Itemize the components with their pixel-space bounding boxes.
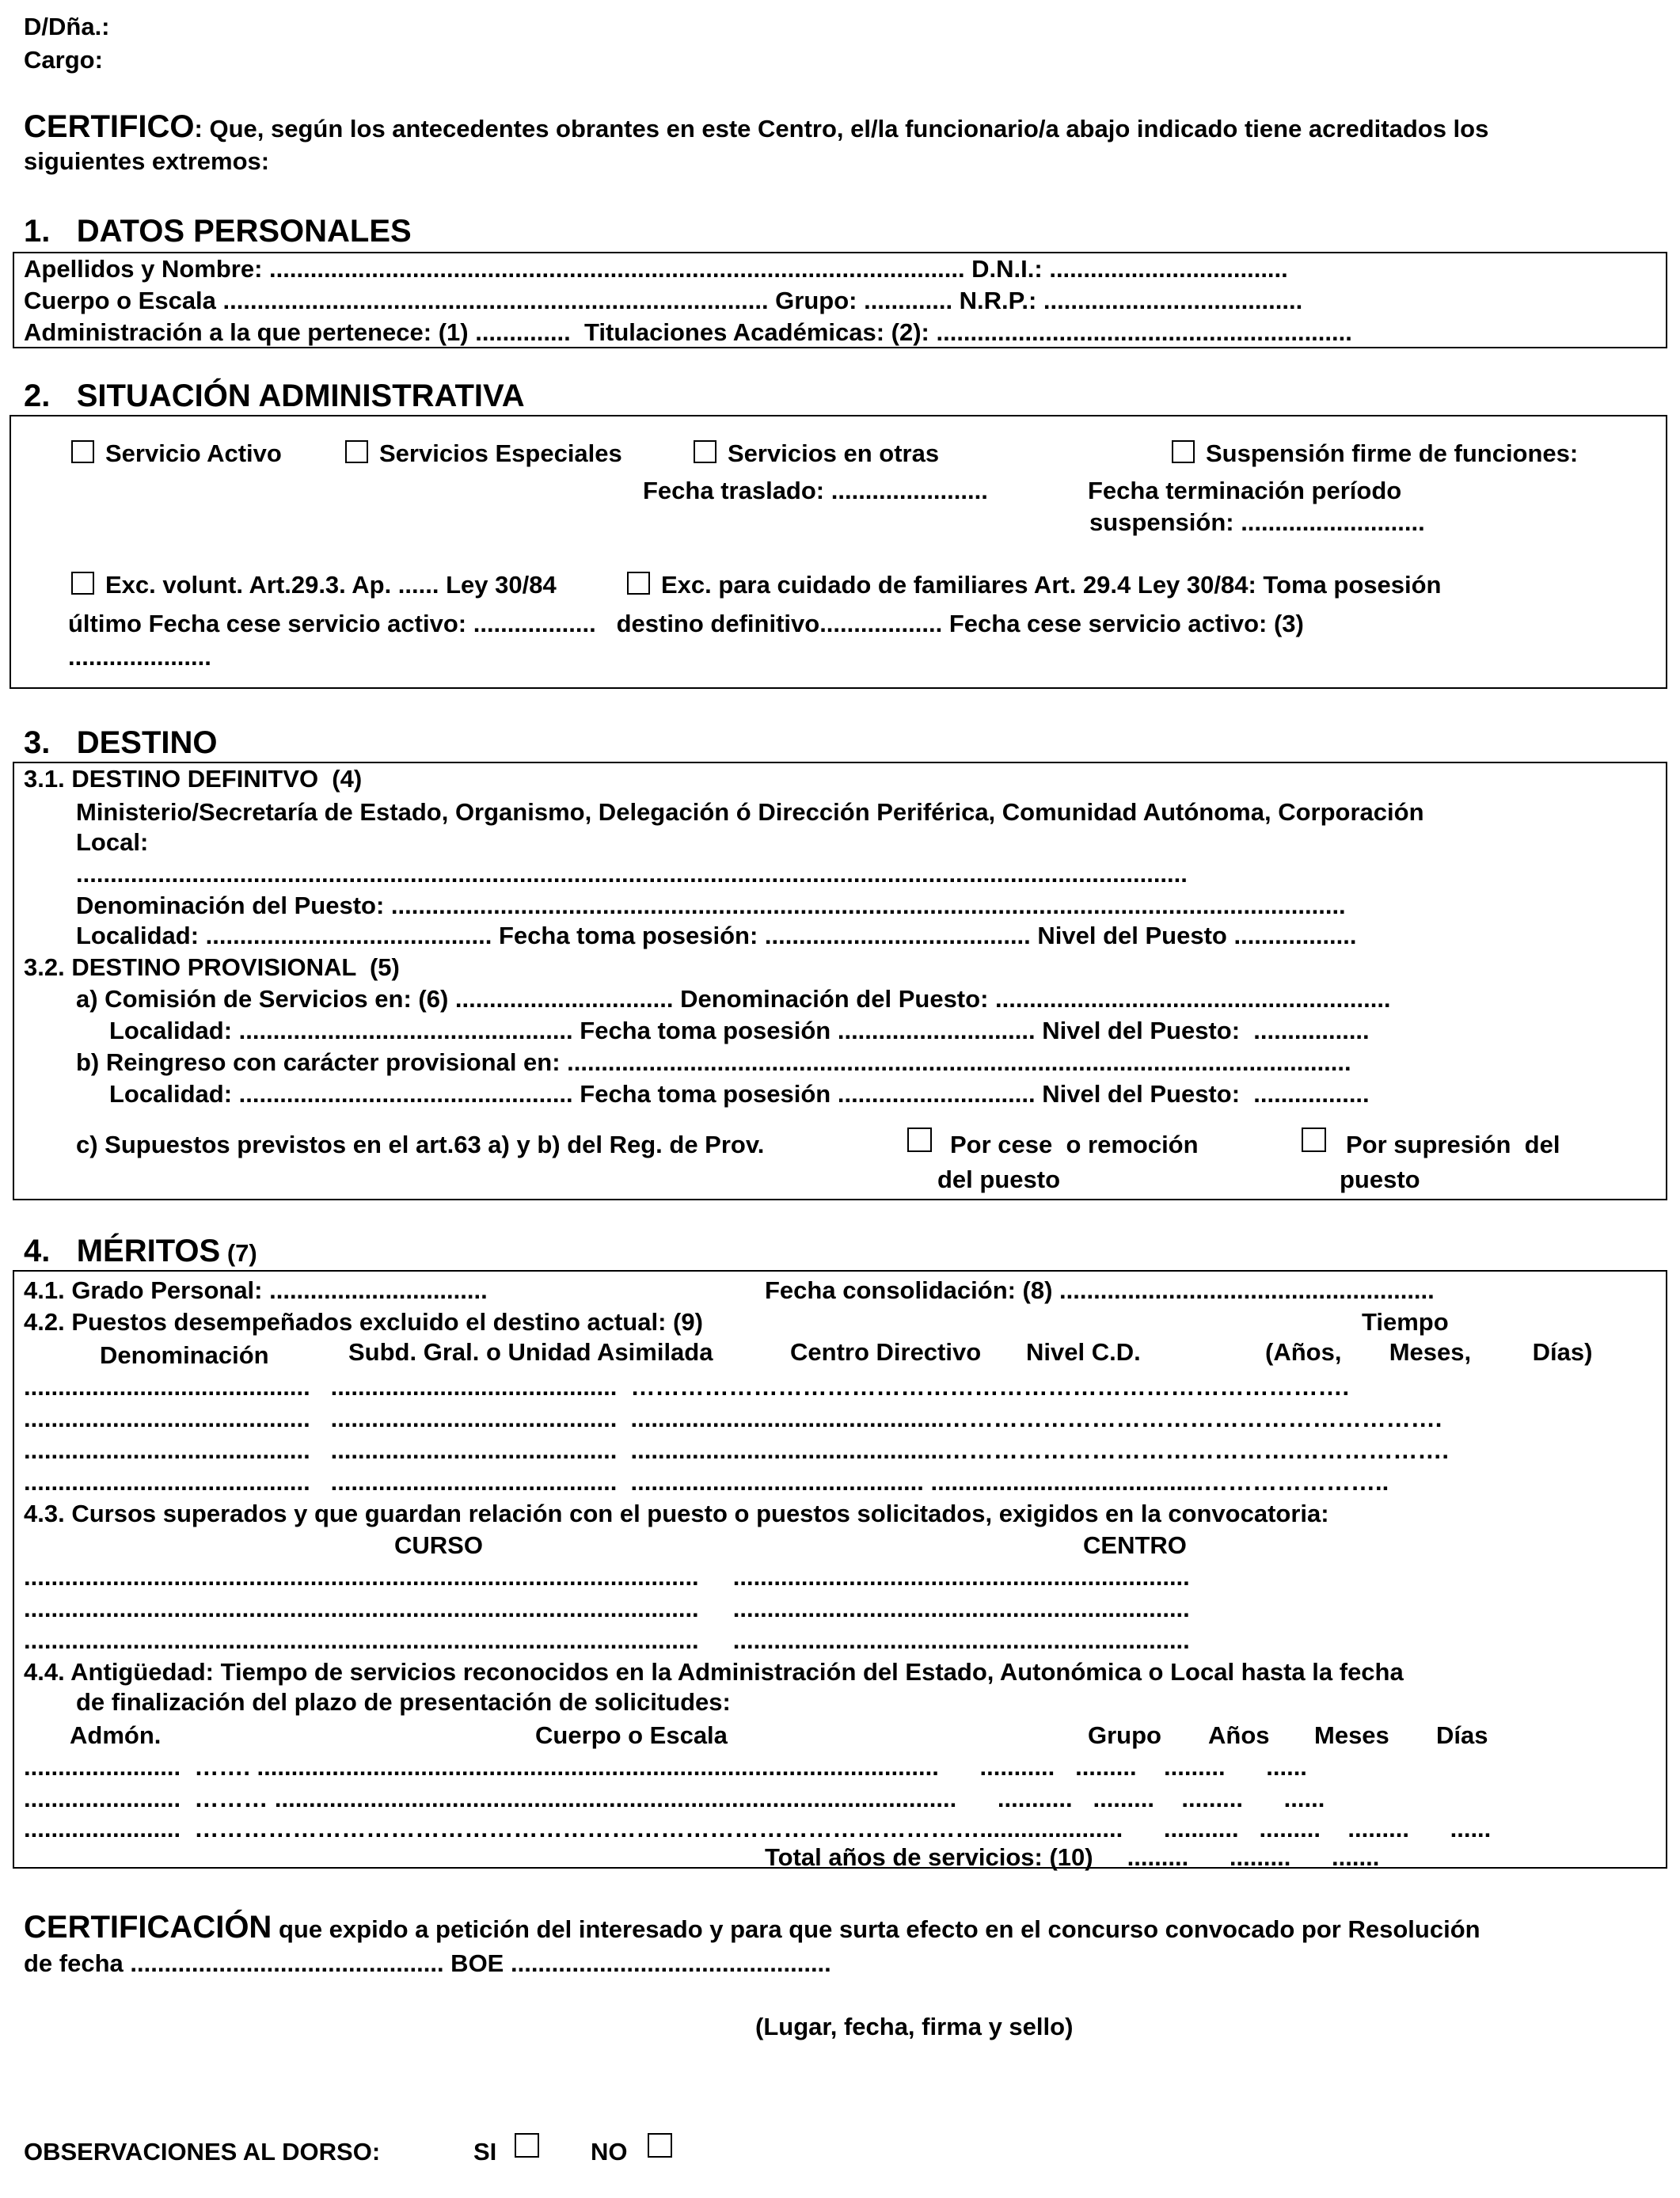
suspension-fecha: suspensión: ...........................	[1089, 508, 1425, 536]
section4-note: (7)	[226, 1239, 257, 1267]
ministerio-dots: ...................................................................................................................................................................	[76, 860, 1188, 888]
checkbox[interactable]	[694, 440, 716, 463]
col-cuerpo: Cuerpo o Escala	[535, 1721, 728, 1749]
no-label: NO	[591, 2138, 628, 2166]
si-label: SI	[473, 2138, 497, 2166]
table-row: .......................................... .......................................... ........................................... ........................................…………………..	[24, 1468, 1389, 1496]
destino-definitivo-heading: 3.1. DESTINO DEFINITVO (4)	[24, 765, 363, 793]
table-row: ................................................................................................... ...................................................................	[24, 1595, 1190, 1622]
datos-line2: Cuerpo o Escala ................................................................................ Grupo: ............. N.R.P.: ......................................	[24, 287, 1303, 314]
datos-line3: Administración a la que pertenece: (1) .............. Titulaciones Académicas: (2): .............................................................	[24, 318, 1352, 346]
cese-remocion-label2: del puesto	[937, 1166, 1061, 1193]
col-denominacion: Denominación	[100, 1341, 269, 1369]
checkbox-no[interactable]	[648, 2133, 672, 2158]
table-row: .......................................... .......................................... ..............................................…………………………………………………….	[24, 1405, 1442, 1432]
antiguedad-subheading: de finalización del plazo de presentación de solicitudes:	[76, 1688, 731, 1716]
checkbox-supresion[interactable]	[1302, 1128, 1326, 1152]
opt-servicio-activo[interactable]: Servicio Activo	[71, 440, 282, 466]
puestos-heading: 4.2. Puestos desempeñados excluido el destino actual: (9)	[24, 1308, 703, 1336]
reingreso: b) Reingreso con carácter provisional en: ...................................................................................................................	[76, 1048, 1351, 1076]
checkbox[interactable]	[345, 440, 368, 463]
table-row: ................................................................................................... ...................................................................	[24, 1563, 1190, 1591]
checkbox-si[interactable]	[515, 2133, 539, 2158]
comision-localidad: Localidad: ................................................. Fecha toma posesión ............................. Nivel del Puesto: .................	[109, 1017, 1370, 1044]
curso-label: CURSO	[394, 1531, 483, 1559]
checkbox[interactable]	[627, 572, 650, 595]
fecha-traslado: Fecha traslado: .......................	[643, 477, 988, 504]
reingreso-localidad: Localidad: ................................................. Fecha toma posesión ............................. Nivel del Puesto: .................	[109, 1080, 1370, 1108]
col-admon: Admón.	[70, 1721, 162, 1749]
centro-label: CENTRO	[1083, 1531, 1187, 1559]
supresion-label2: puesto	[1340, 1166, 1420, 1193]
opt-exc-familiares[interactable]: Exc. para cuidado de familiares Art. 29.4 Ley 30/84: Toma posesión	[627, 572, 1442, 597]
certificacion-line2: de fecha .............................................. BOE ...............................................	[24, 1949, 831, 1977]
exc-line3: .....................	[68, 643, 211, 671]
observaciones-label: OBSERVACIONES AL DORSO:	[24, 2138, 381, 2166]
tiempo-label: Tiempo	[1362, 1308, 1449, 1336]
certifico-lead: CERTIFICO	[24, 109, 195, 144]
fecha-terminacion: Fecha terminación período	[1088, 477, 1402, 504]
comision-servicios: a) Comisión de Servicios en: (6) ................................ Denominación del Puesto: ..........................................................	[76, 985, 1391, 1013]
supresion-label1: Por supresión del	[1346, 1131, 1560, 1158]
dona-label: D/Dña.:	[24, 13, 110, 40]
ministerio-line1: Ministerio/Secretaría de Estado, Organismo, Delegación ó Dirección Periférica, Comunidad Autónoma, Corporación	[76, 798, 1424, 826]
certifico-line2: siguientes extremos:	[24, 147, 270, 175]
checkbox-cese-remocion[interactable]	[907, 1128, 932, 1152]
grado-personal: 4.1. Grado Personal: ................................	[24, 1276, 488, 1304]
table-row: .......................................... .......................................... …………………………………………………………………………….	[24, 1373, 1350, 1401]
col-tiempo: (Años, Meses, Días)	[1265, 1338, 1593, 1366]
section4-title: 4. MÉRITOS	[24, 1234, 221, 1268]
checkbox[interactable]	[1172, 440, 1195, 463]
col-anos: Años	[1208, 1721, 1270, 1749]
table-row: ....................... ……………………………………………………………………………………..................... ........... ......... ......... ......	[24, 1815, 1492, 1842]
checkbox[interactable]	[71, 572, 94, 595]
supuestos-line: c) Supuestos previstos en el art.63 a) y b) del Reg. de Prov.	[76, 1131, 765, 1158]
antiguedad-heading: 4.4. Antigüedad: Tiempo de servicios reconocidos en la Administración del Estado, Autonómica o Local hasta la fecha	[24, 1658, 1404, 1686]
certifico-text: : Que, según los antecedentes obrantes en este Centro, el/la funcionario/a abajo indicado tiene acreditados los	[194, 115, 1489, 143]
opt-exc-voluntaria[interactable]: Exc. volunt. Art.29.3. Ap. ...... Ley 30/84	[71, 572, 557, 597]
opt-suspension[interactable]: Suspensión firme de funciones:	[1172, 440, 1578, 466]
table-row: ....................... ……. .................................................................................................... ........... ......... ......... ......	[24, 1753, 1307, 1781]
col-centro-directivo: Centro Directivo	[790, 1338, 982, 1366]
localidad-line: Localidad: .......................................... Fecha toma posesión: ....................................... Nivel del Puesto ..................	[76, 922, 1357, 949]
lugar-fecha-firma: (Lugar, fecha, firma y sello)	[755, 2013, 1074, 2040]
table-row: .......................................... .......................................... ..............................................…………………………………….……………….	[24, 1436, 1449, 1464]
section2-title: 2. SITUACIÓN ADMINISTRATIVA	[24, 378, 525, 413]
table-row: ....................... ……… .................................................................................................... ........... ......... ......... ......	[24, 1785, 1325, 1812]
denominacion-puesto: Denominación del Puesto: ............................................................................................................................................	[76, 892, 1346, 919]
checkbox[interactable]	[71, 440, 94, 463]
section4-title-wrap	[24, 1235, 257, 1267]
opt-servicios-otras[interactable]: Servicios en otras	[694, 440, 939, 466]
table-row: ................................................................................................... ...................................................................	[24, 1626, 1190, 1654]
col-subdireccion: Subd. Gral. o Unidad Asimilada	[348, 1338, 713, 1366]
exc-line2: último Fecha cese servicio activo: .................. destino definitivo.................. Fecha cese servicio activo: (3)	[68, 610, 1304, 637]
col-meses: Meses	[1314, 1721, 1389, 1749]
fecha-consolidacion: Fecha consolidación: (8) .......................................................	[765, 1276, 1435, 1304]
datos-line1: Apellidos y Nombre: ...................................................................................................... D.N.I.: ...................................	[24, 255, 1288, 283]
cursos-heading: 4.3. Cursos superados y que guardan relación con el puesto o puestos solicitados, exigidos en la convocatoria:	[24, 1500, 1329, 1527]
ministerio-line2: Local:	[76, 828, 149, 856]
section3-title: 3. DESTINO	[24, 725, 218, 760]
certificacion-lead: CERTIFICACIÓN	[24, 1910, 272, 1945]
cese-remocion-label1: Por cese o remoción	[950, 1131, 1199, 1158]
section1-title: 1. DATOS PERSONALES	[24, 214, 412, 249]
cargo-label: Cargo:	[24, 46, 103, 74]
destino-provisional-heading: 3.2. DESTINO PROVISIONAL (5)	[24, 953, 400, 981]
opt-servicios-especiales[interactable]: Servicios Especiales	[345, 440, 622, 466]
col-nivel: Nivel C.D.	[1026, 1338, 1141, 1366]
certificacion-text: que expido a petición del interesado y para que surta efecto en el concurso convocado por Resolución	[272, 1915, 1480, 1943]
certificacion-line1	[24, 1911, 1480, 1943]
col-dias: Días	[1436, 1721, 1488, 1749]
certifico-line1	[24, 111, 1488, 143]
total-anos: Total años de servicios: (10) ......... ......... .......	[765, 1843, 1380, 1871]
col-grupo: Grupo	[1088, 1721, 1161, 1749]
